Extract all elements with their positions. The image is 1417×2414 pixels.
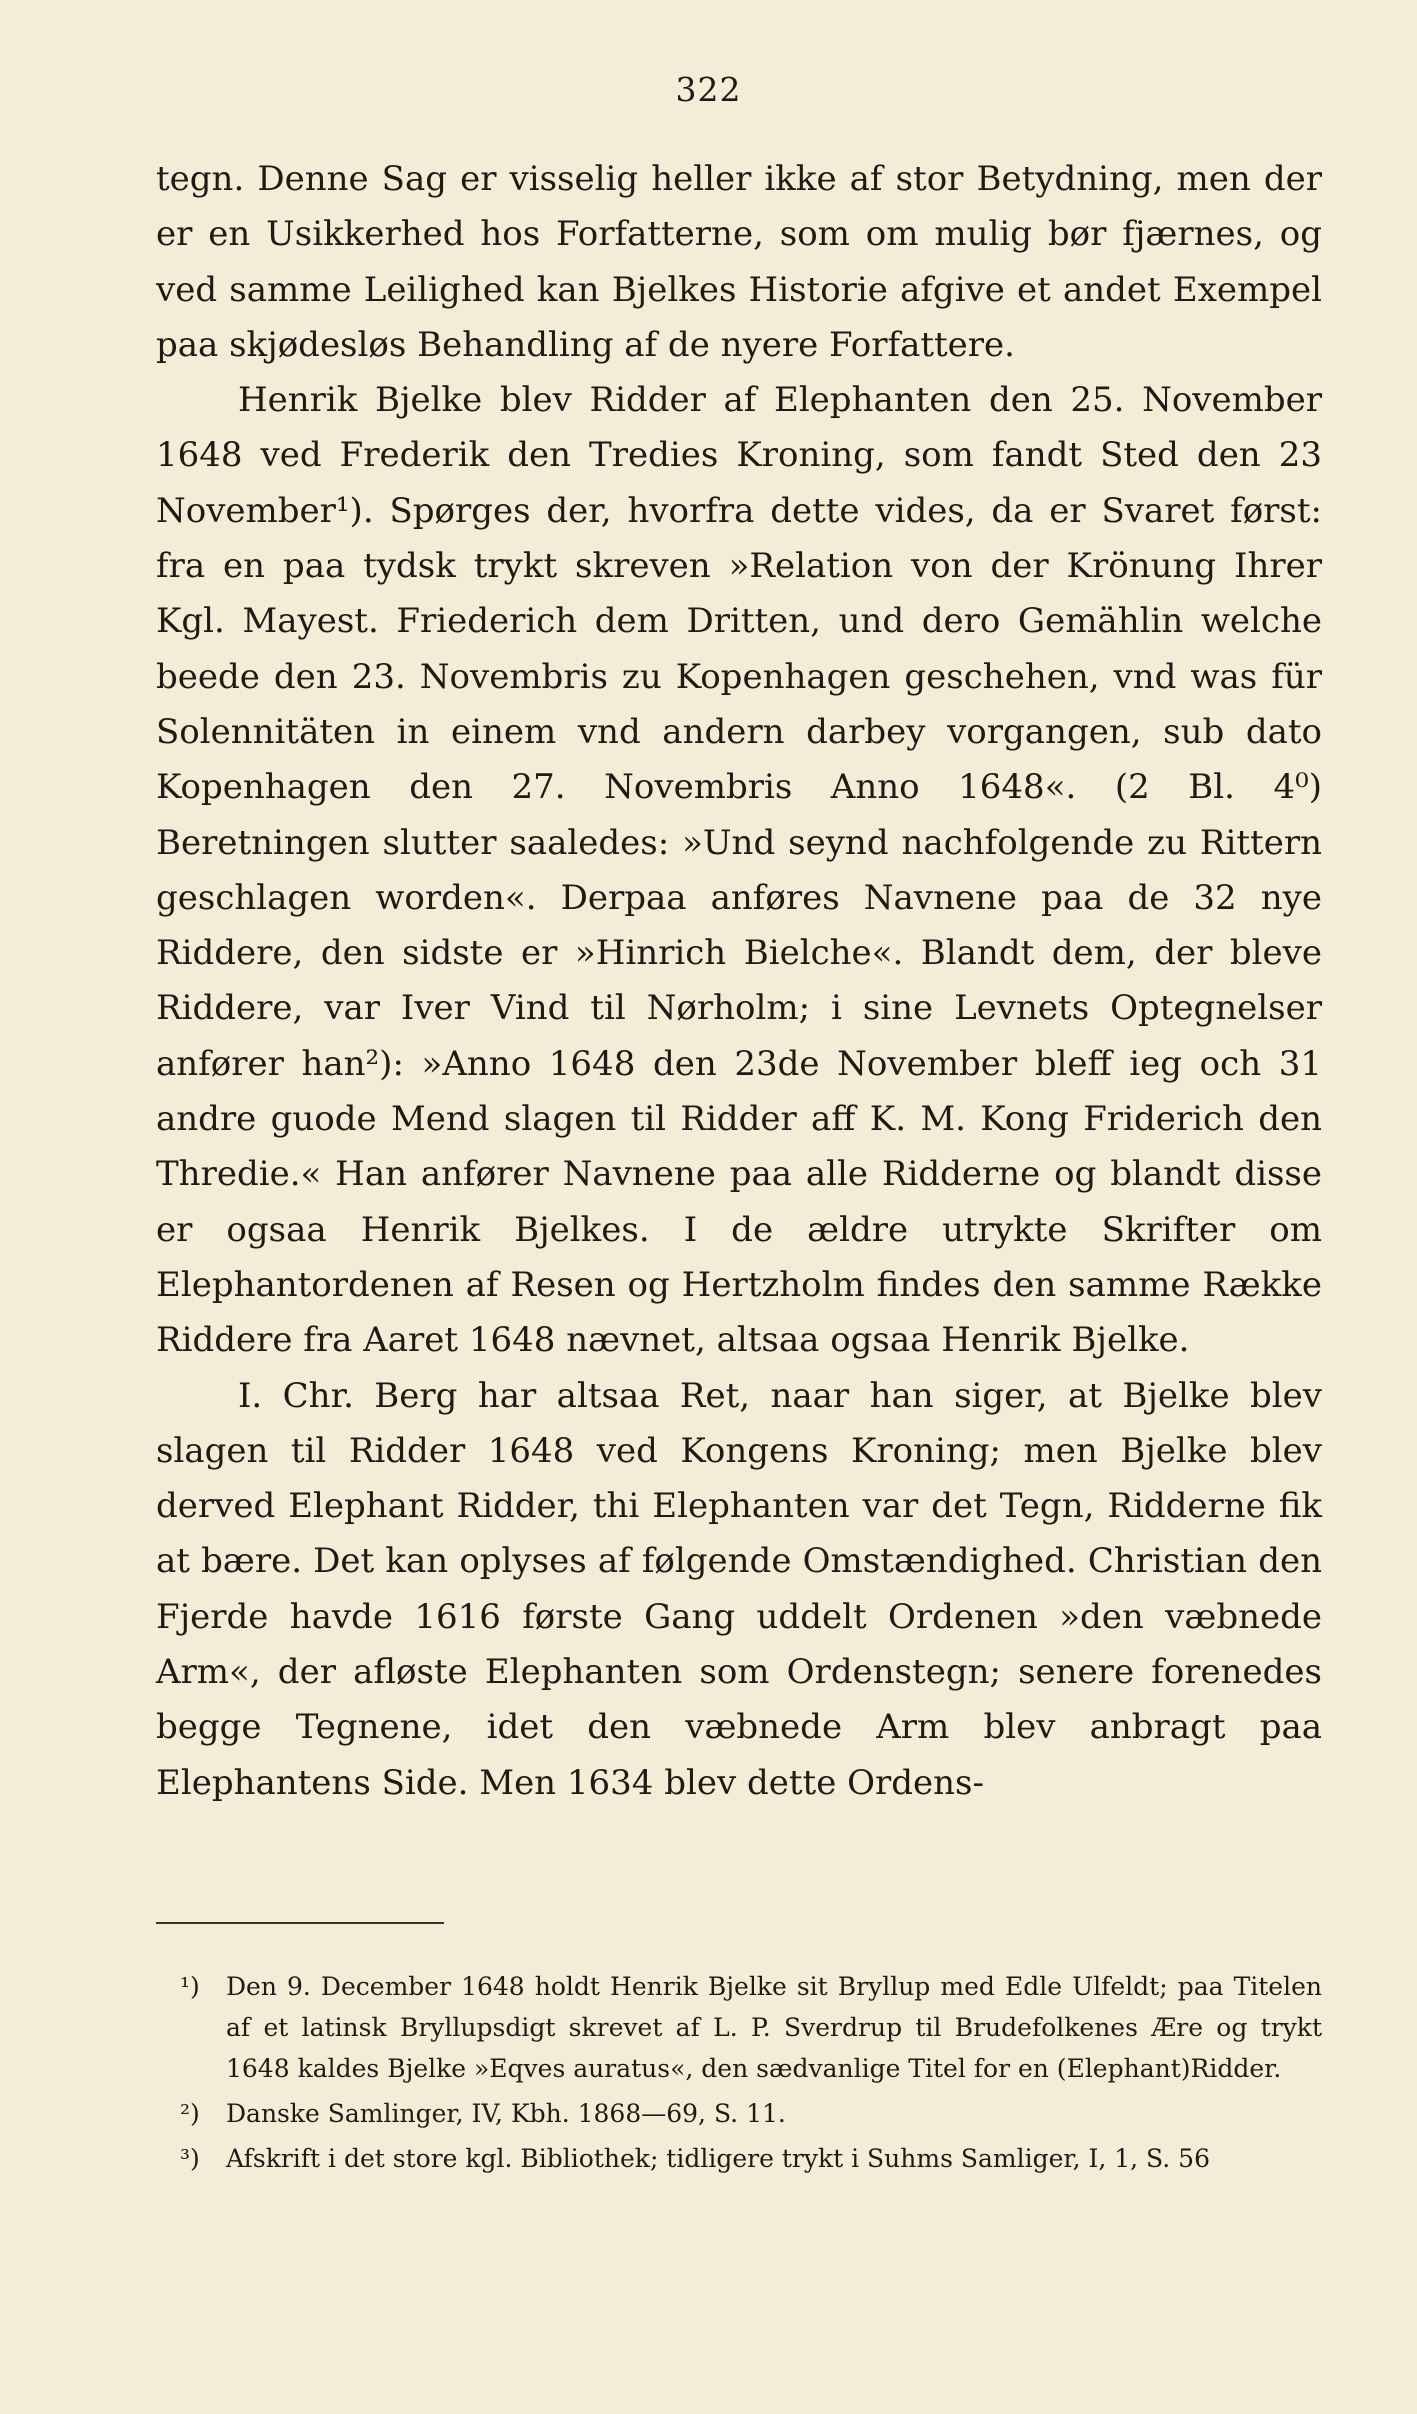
footnote-mark: ²) xyxy=(180,2099,200,2128)
footnote-divider xyxy=(156,1922,444,1924)
footnote-text: Den 9. December 1648 holdt Henrik Bjelke sit Bryllup med Edle Ulfeldt; paa Titelen af et latinsk Bryllupsdigt skrevet af L. P. Sverdrup til Brudefolkenes Ære og trykt 1648 kaldes Bjelke »Eqves auratus«, den sædvanlige Titel for en (Elephant)Ridder. xyxy=(226,1972,1322,2083)
paragraph-berg: I. Chr. Berg har altsaa Ret, naar han siger, at Bjelke blev slagen til Ridder 1648 ved Kongens Kroning; men Bjelke blev derved Elephant Ridder, thi Elephanten var det Tegn, Ridderne fik at bære. Det kan oplyses af følgende Omstændighed. Christian den Fjerde havde 1616 første Gang uddelt Ordenen »den væbnede Arm«, der afløste Elephanten som Ordenstegn; senere forenedes begge Tegnene, idet den væbnede Arm blev anbragt paa Elephantens Side. Men 1634 blev dette Ordens- xyxy=(156,1375,1322,1803)
footnotes xyxy=(156,1966,1322,2183)
body-text xyxy=(156,152,1322,1811)
footnote-text: Danske Samlinger, IV, Kbh. 1868—69, S. 11. xyxy=(226,2099,786,2128)
footnote-text: Afskrift i det store kgl. Bibliothek; tidligere trykt i Suhms Samliger, I, 1, S. 56 xyxy=(226,2144,1210,2173)
paragraph-henrik-bjelke: Henrik Bjelke blev Ridder af Elephanten den 25. November 1648 ved Frederik den Tredies Kroning, som fandt Sted den 23 November¹). Spørges der, hvorfra dette vides, da er Svaret først: fra en paa tydsk trykt skreven »Relation von der Krönung Ihrer Kgl. Mayest. Friederich dem Dritten, und dero Gemählin welche beede den 23. Novembris zu Kopenhagen geschehen, vnd was für Solennitäten in einem vnd andern darbey vorgangen, sub dato Kopenhagen den 27. Novembris Anno 1648«. (2 Bl. 4⁰) Beretningen slutter saaledes: »Und seynd nachfolgende zu Rittern geschlagen worden«. Derpaa anføres Navnene paa de 32 nye Riddere, den sidste er »Hinrich Bielche«. Blandt dem, der bleve Riddere, var Iver Vind til Nørholm; i sine Levnets Optegnelser anfører han²): »Anno 1648 den 23de November bleff ieg och 31 andre guode Mend slagen til Ridder aff K. M. Kong Friderich den Thredie.« Han anfører Navnene paa alle Ridderne og blandt disse er ogsaa Henrik Bjelkes. I de ældre utrykte Skrifter om Elephantordenen af Resen og Hertzholm findes den samme Række Riddere fra Aaret 1648 nævnet, altsaa ogsaa Henrik Bjelke. xyxy=(156,380,1322,1361)
footnote-mark: ¹) xyxy=(180,1972,200,2001)
page-number: 322 xyxy=(675,70,742,109)
paragraph-continuation: tegn. Denne Sag er visselig heller ikke af stor Betydning, men der er en Usikkerhed hos Forfatterne, som om mulig bør fjærnes, og ved samme Leilighed kan Bjelkes Historie afgive et andet Exempel paa skjødesløs Behandling af de nyere Forfattere. xyxy=(156,159,1322,365)
footnote-mark: ³) xyxy=(180,2144,200,2173)
footnote-1 xyxy=(156,1966,1322,2089)
footnote-3 xyxy=(156,2138,1322,2179)
footnote-2 xyxy=(156,2093,1322,2134)
